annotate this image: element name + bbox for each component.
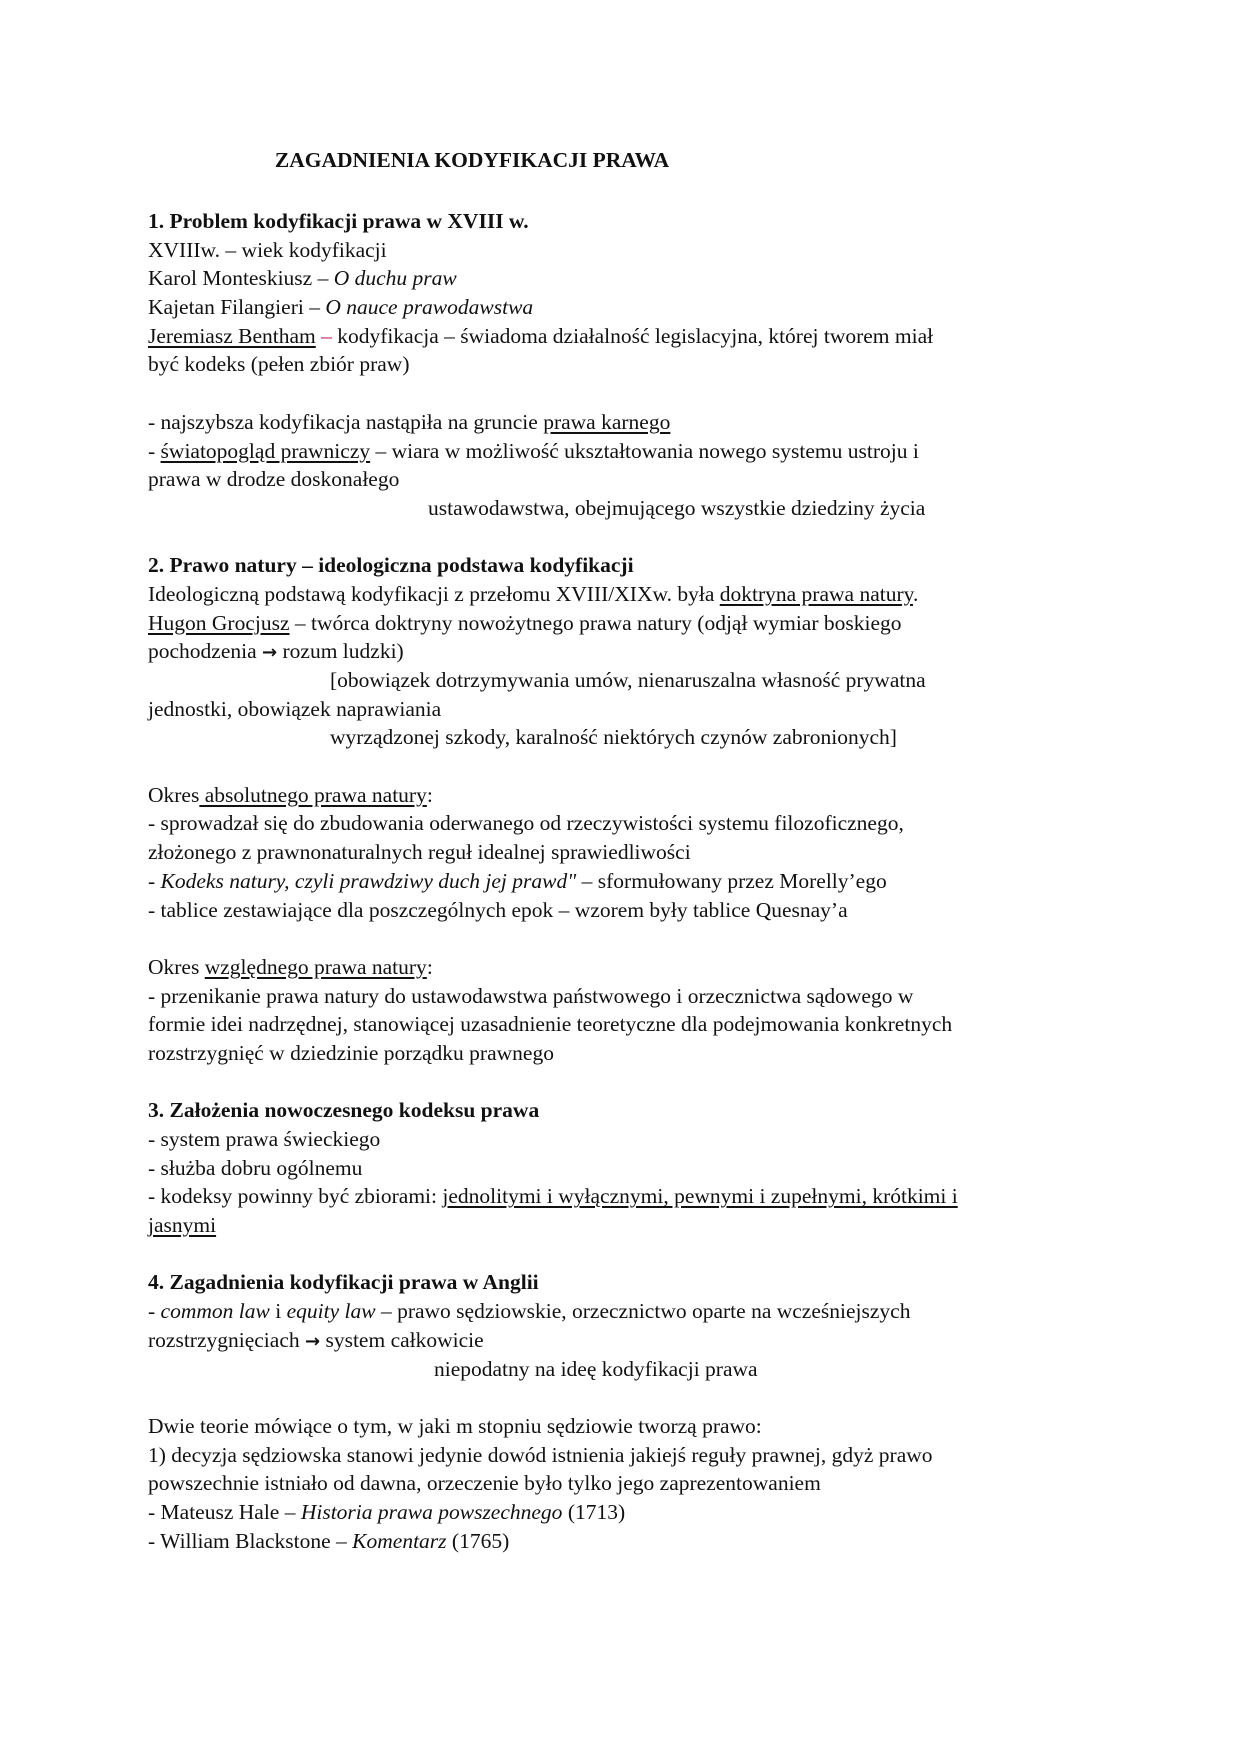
paragraph-line: formie idei nadrzędnej, stanowiącej uzasadnienie teoretyczne dla podejmowania konkretnych — [148, 1012, 953, 1037]
definition-text: kodyfikacja – świadoma działalność legislacyjna, której tworem miał — [337, 323, 934, 348]
paragraph-text: rozum ludzki) — [277, 639, 404, 664]
bullet-item — [148, 437, 1108, 466]
document-title: ZAGADNIENIA KODYFIKACJI PRAWA — [274, 148, 670, 172]
author-text: Kajetan Filangieri – — [148, 295, 326, 320]
work-title: Kodeks natury, czyli prawdziwy duch jej prawd" — [160, 868, 577, 893]
blank-line — [148, 1068, 1108, 1097]
paragraph-line — [148, 637, 1108, 666]
bullet-text: – wiara w możliwość ukształtowania nowego systemu ustroju i — [370, 438, 919, 463]
section-1-heading: 1. Problem kodyfikacji prawa w XVIII w. — [148, 209, 529, 233]
bullet-text: - kodeksy powinny być zbiorami: — [148, 1184, 443, 1209]
paragraph-line — [148, 580, 1108, 609]
bullet-text: - Mateusz Hale – — [148, 1499, 301, 1524]
author-text: Karol Monteskiusz – — [148, 266, 334, 291]
underlined-term: względnego prawa natury — [204, 954, 427, 979]
bullet-text: - najszybsza kodyfikacja nastąpiła na gruncie — [148, 409, 544, 434]
underlined-term: jasnymi — [148, 1213, 217, 1238]
bullet-item — [148, 1498, 1108, 1527]
paragraph-line: XVIIIw. – wiek kodyfikacji — [148, 237, 387, 262]
paragraph-line: Dwie teorie mówiące o tym, w jaki m stopniu sędziowie tworzą prawo: — [148, 1413, 762, 1438]
bullet-text: - William Blackstone – — [148, 1528, 353, 1553]
paragraph-line — [148, 1211, 1108, 1240]
blank-line — [148, 379, 1108, 408]
indented-line: wyrządzonej szkody, karalność niektórych czynów zabronionych] — [330, 725, 897, 750]
paragraph-line: powszechnie istniało od dawna, orzeczenie było tylko jego zaprezentowaniem — [148, 1471, 821, 1496]
section-3-heading: 3. Założenia nowoczesnego kodeksu prawa — [148, 1098, 540, 1123]
underlined-term: jednolitymi i wyłącznymi, pewnymi i zupełnymi, krótkimi i — [442, 1184, 958, 1209]
paragraph-line: jednostki, obowiązek naprawiania — [148, 696, 442, 721]
label-text: Okres — [148, 782, 200, 807]
bullet-item: - sprowadzał się do zbudowania oderwanego od rzeczywistości systemu filozoficznego, — [148, 811, 904, 836]
work-title: O nauce prawodawstwa — [325, 295, 534, 320]
paragraph-line — [148, 293, 1108, 322]
blank-line — [148, 1240, 1108, 1269]
paragraph-line — [148, 264, 1108, 293]
work-title: Historia prawa powszechnego — [300, 1499, 563, 1524]
bullet-text: (1713) — [562, 1499, 626, 1524]
bullet-text: – prawo sędziowskie, orzecznictwo oparte na wcześniejszych — [375, 1299, 911, 1324]
paragraph-text: Ideologiczną podstawą kodyfikacji z przełomu XVIII/XIXw. była — [148, 581, 720, 606]
bullet-text: - — [148, 1299, 161, 1324]
bullet-item: - system prawa świeckiego — [148, 1127, 381, 1151]
highlighted-dash: – — [315, 323, 338, 348]
paragraph-text: pochodzenia — [148, 639, 263, 664]
bullet-item: - służba dobru ogólnemu — [148, 1155, 363, 1180]
underlined-term: absolutnego prawa natury — [199, 782, 427, 807]
indented-line: niepodatny na ideę kodyfikacji prawa — [434, 1356, 758, 1381]
underlined-term: światopogląd prawniczy — [160, 438, 371, 463]
underlined-term: prawa karnego — [543, 409, 671, 434]
subsection-label — [148, 953, 1108, 982]
paragraph-line — [148, 609, 1108, 638]
bullet-item — [148, 867, 1108, 896]
blank-line — [148, 752, 1108, 781]
bullet-item — [148, 1182, 1108, 1211]
italic-term: common law — [160, 1299, 270, 1324]
bullet-item — [148, 408, 1108, 437]
bullet-item: - tablice zestawiające dla poszczególnych epok – wzorem były tablice Quesnay’a — [148, 897, 848, 922]
blank-line — [148, 1383, 1108, 1412]
right-arrow-icon: → — [262, 642, 278, 664]
paragraph-line: prawa w drodze doskonałego — [148, 467, 400, 492]
bullet-item: - przenikanie prawa natury do ustawodawstwa państwowego i orzecznictwa sądowego w — [148, 983, 914, 1008]
bullet-item — [148, 1527, 1108, 1556]
paragraph-text: – twórca doktryny nowożytnego prawa natury (odjął wymiar boskiego — [289, 610, 902, 635]
bullet-text: (1765) — [446, 1528, 510, 1553]
underlined-name: Jeremiasz Bentham — [148, 323, 316, 348]
paragraph-text: rozstrzygnięciach — [148, 1327, 305, 1352]
paragraph-line: rozstrzygnięć w dziedzinie porządku prawnego — [148, 1040, 554, 1065]
work-title: Komentarz — [352, 1528, 447, 1553]
bullet-text: i — [269, 1299, 287, 1324]
bullet-item — [148, 1297, 1108, 1326]
subsection-label — [148, 781, 1108, 810]
underlined-term: doktryna prawa natury — [719, 581, 913, 606]
bullet-text: - — [148, 868, 161, 893]
section-2-heading: 2. Prawo natury – ideologiczna podstawa kodyfikacji — [148, 553, 634, 578]
blank-line — [148, 523, 1108, 552]
work-title: O duchu praw — [333, 266, 457, 291]
right-arrow-icon: → — [305, 1330, 321, 1352]
bullet-text: - — [148, 438, 161, 463]
paragraph-line: złożonego z prawnonaturalnych reguł idealnej sprawiedliwości — [148, 840, 691, 865]
document-body — [148, 207, 1108, 1555]
numbered-item: 1) decyzja sędziowska stanowi jedynie dowód istnienia jakiejś reguły prawnej, gdyż prawo — [148, 1442, 933, 1467]
label-text: : — [426, 954, 433, 979]
blank-line — [148, 924, 1108, 953]
indented-line: [obowiązek dotrzymywania umów, nienaruszalna własność prywatna — [330, 668, 926, 692]
paragraph-line — [148, 1326, 1108, 1355]
underlined-name: Hugon Grocjusz — [148, 610, 290, 635]
indented-line: ustawodawstwa, obejmującego wszystkie dziedziny życia — [428, 495, 926, 520]
paragraph-text: system całkowicie — [320, 1327, 484, 1352]
italic-term: equity law — [286, 1299, 376, 1324]
paragraph-line — [148, 322, 1108, 351]
paragraph-line: być kodeks (pełen zbiór praw) — [148, 352, 410, 377]
label-text: Okres — [148, 954, 205, 979]
bullet-text: – sformułowany przez Morelly’ego — [576, 868, 887, 893]
label-text: : — [426, 782, 433, 807]
paragraph-text: . — [912, 581, 919, 606]
section-4-heading: 4. Zagadnienia kodyfikacji prawa w Anglii — [148, 1270, 539, 1295]
